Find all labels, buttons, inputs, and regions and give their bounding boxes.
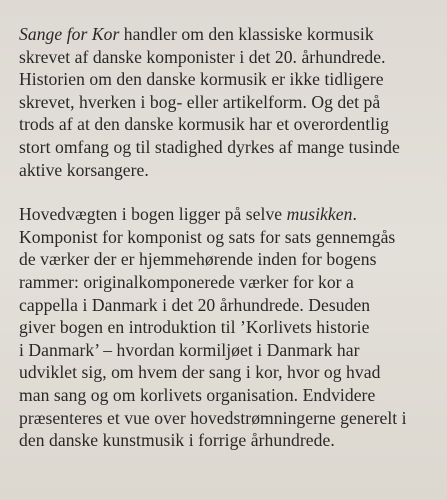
text-line: skrevet af danske komponister i det 20. århundrede. bbox=[19, 46, 386, 67]
emphasis-text: musikken bbox=[286, 204, 353, 225]
text-line: rammer: originalkomponerede værker for kor a bbox=[19, 271, 354, 292]
text-run: Hovedvægten i bogen ligger på selve bbox=[19, 204, 287, 225]
text-line: man sang og om korlivets organisation. Endvidere bbox=[19, 384, 376, 405]
paragraph-main bbox=[19, 203, 437, 452]
text-line: skrevet, hverken i bog- eller artikelform. Og det på bbox=[19, 91, 381, 112]
text-run: handler om den klassiske kormusik bbox=[119, 24, 374, 44]
text-line: trods af at den danske kormusik har et overordentlig bbox=[19, 114, 390, 135]
paragraph-intro bbox=[19, 23, 437, 181]
text-line: de værker der er hjemmehørende inden for bogens bbox=[19, 249, 377, 270]
text-line: udviklet sig, om hvem der sang i kor, hvor og hvad bbox=[19, 362, 381, 383]
text-line: aktive korsangere. bbox=[19, 159, 149, 180]
text-run: . bbox=[352, 204, 357, 225]
text-line: den danske kunstmusik i forrige århundrede. bbox=[19, 430, 335, 451]
text-line: Historien om den danske kormusik er ikke tidligere bbox=[19, 69, 384, 90]
text-line: Komponist for komponist og sats for sats gennemgås bbox=[19, 226, 396, 247]
text-line bbox=[19, 23, 437, 46]
book-title: Sange for Kor bbox=[19, 24, 120, 44]
text-line: stort omfang og til stadighed dyrkes af mange tusinde bbox=[19, 136, 400, 157]
text-line: præsenteres et vue over hovedstrømningerne generelt i bbox=[19, 407, 407, 428]
text-line: i Danmark’ – hvordan kormiljøet i Danmark har bbox=[19, 339, 360, 360]
text-line bbox=[19, 203, 437, 226]
text-line: giver bogen en introduktion til ’Korlivets historie bbox=[19, 317, 370, 338]
text-line: cappella i Danmark i det 20 århundrede. Desuden bbox=[19, 294, 371, 315]
